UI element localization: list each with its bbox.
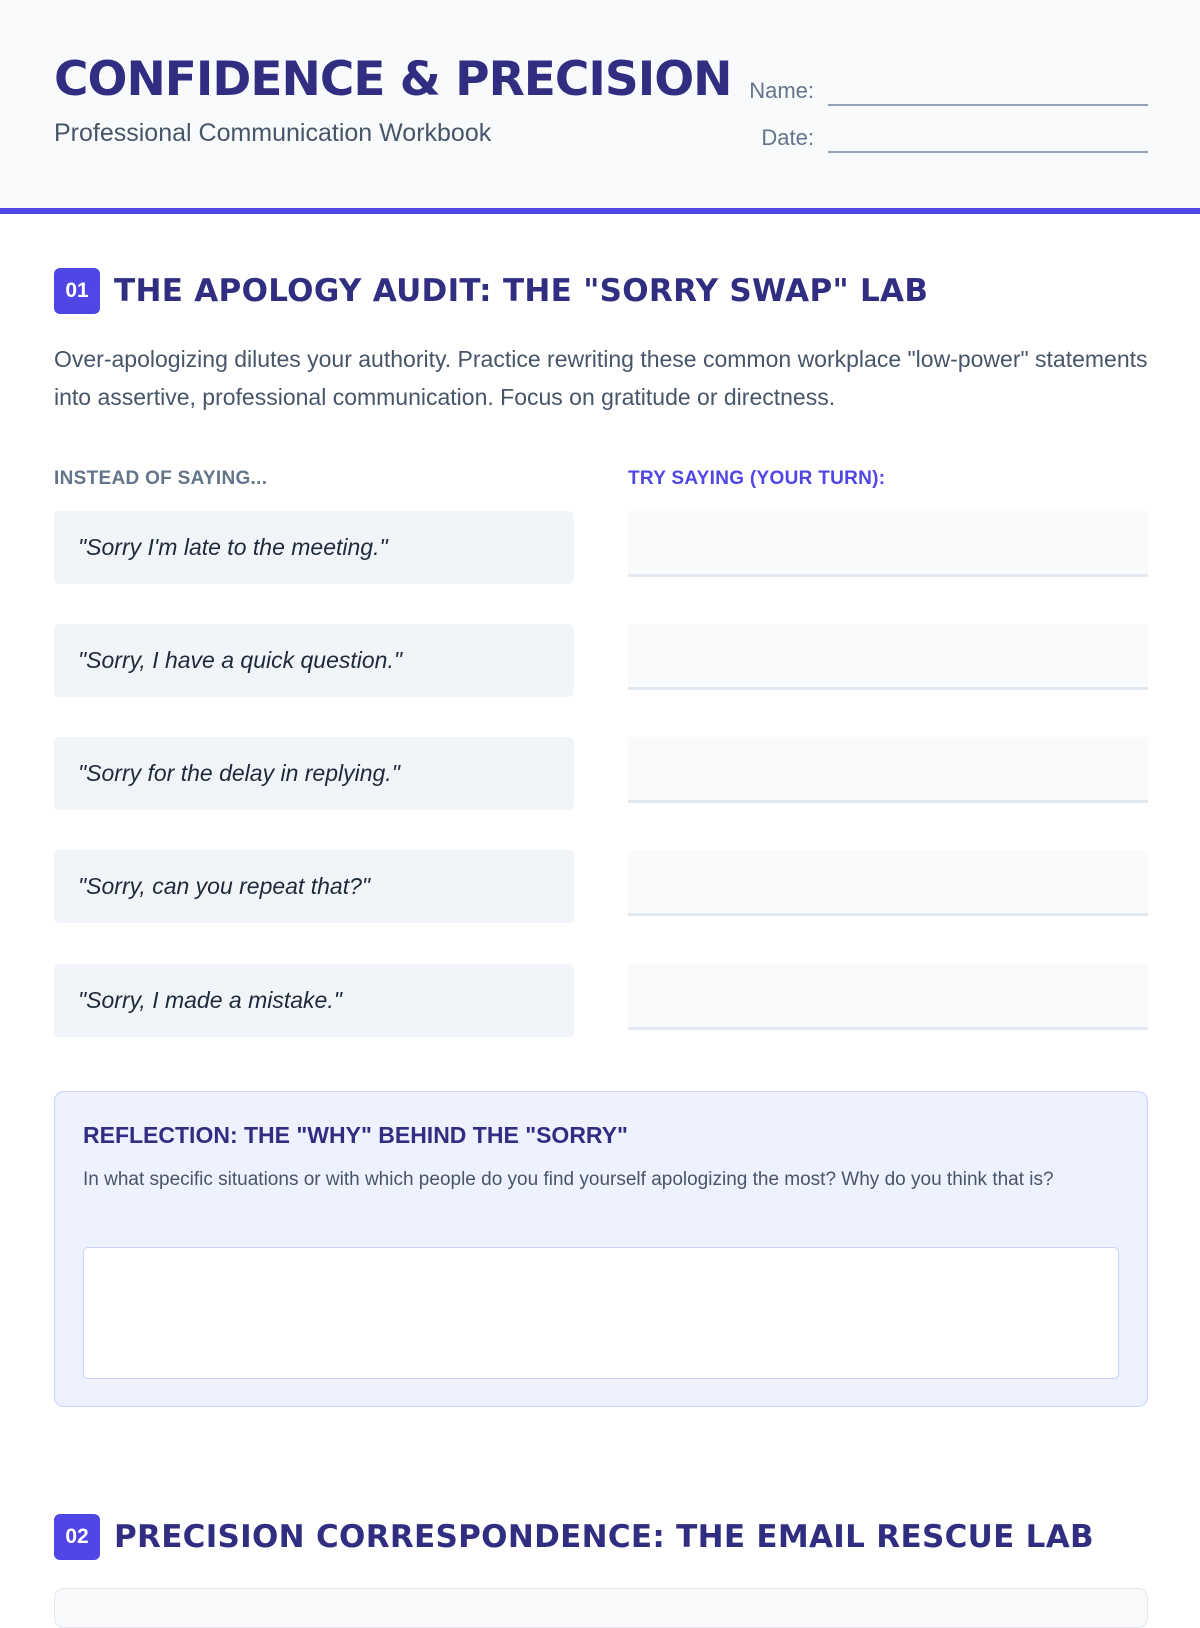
rewrite-input[interactable]	[628, 624, 1148, 690]
original-statement: "Sorry, I made a mistake."	[54, 964, 574, 1037]
workbook-header	[0, 0, 1200, 214]
original-statement: "Sorry, I have a quick question."	[54, 624, 574, 697]
rewrite-input[interactable]	[628, 737, 1148, 803]
swap-row	[54, 511, 1148, 584]
reflection-prompt: In what specific situations or with which people do you find yourself apologizing the most? Why do you think that is?	[83, 1169, 1054, 1190]
name-field[interactable]	[828, 104, 1148, 106]
date-label: Date:	[761, 125, 814, 150]
reflection-answer-field[interactable]	[83, 1247, 1119, 1379]
swap-row	[54, 737, 1148, 810]
section-1-title: THE APOLOGY AUDIT: THE "SORRY SWAP" LAB	[114, 273, 929, 309]
date-field[interactable]	[828, 151, 1148, 153]
section-1-number-badge: 01	[54, 268, 100, 314]
try-saying-header: TRY SAYING (YOUR TURN):	[628, 468, 886, 489]
section-2-card	[54, 1588, 1148, 1628]
reflection-title: REFLECTION: THE "WHY" BEHIND THE "SORRY"	[83, 1122, 628, 1148]
reflection-card	[54, 1091, 1148, 1407]
original-statement: "Sorry I'm late to the meeting."	[54, 511, 574, 584]
original-statement: "Sorry for the delay in replying."	[54, 737, 574, 810]
section-2-heading	[54, 1514, 1094, 1560]
swap-row	[54, 624, 1148, 697]
page-subtitle: Professional Communication Workbook	[54, 119, 492, 147]
section-1-intro: Over-apologizing dilutes your authority. Practice rewriting these common workplace "low-power" statements into assertive, professional communication. Focus on gratitude or directness.	[54, 346, 1148, 410]
original-statement: "Sorry, can you repeat that?"	[54, 850, 574, 923]
rewrite-input[interactable]	[628, 964, 1148, 1030]
instead-of-saying-header: INSTEAD OF SAYING...	[54, 468, 268, 489]
rewrite-input[interactable]	[628, 511, 1148, 577]
swap-row	[54, 964, 1148, 1037]
section-2-title: PRECISION CORRESPONDENCE: THE EMAIL RESCUE LAB	[114, 1519, 1094, 1555]
rewrite-input[interactable]	[628, 850, 1148, 916]
swap-row	[54, 850, 1148, 923]
section-2-number-badge: 02	[54, 1514, 100, 1560]
page-title: CONFIDENCE & PRECISION	[54, 52, 732, 107]
section-1-heading	[54, 268, 928, 314]
name-label: Name:	[749, 78, 814, 103]
